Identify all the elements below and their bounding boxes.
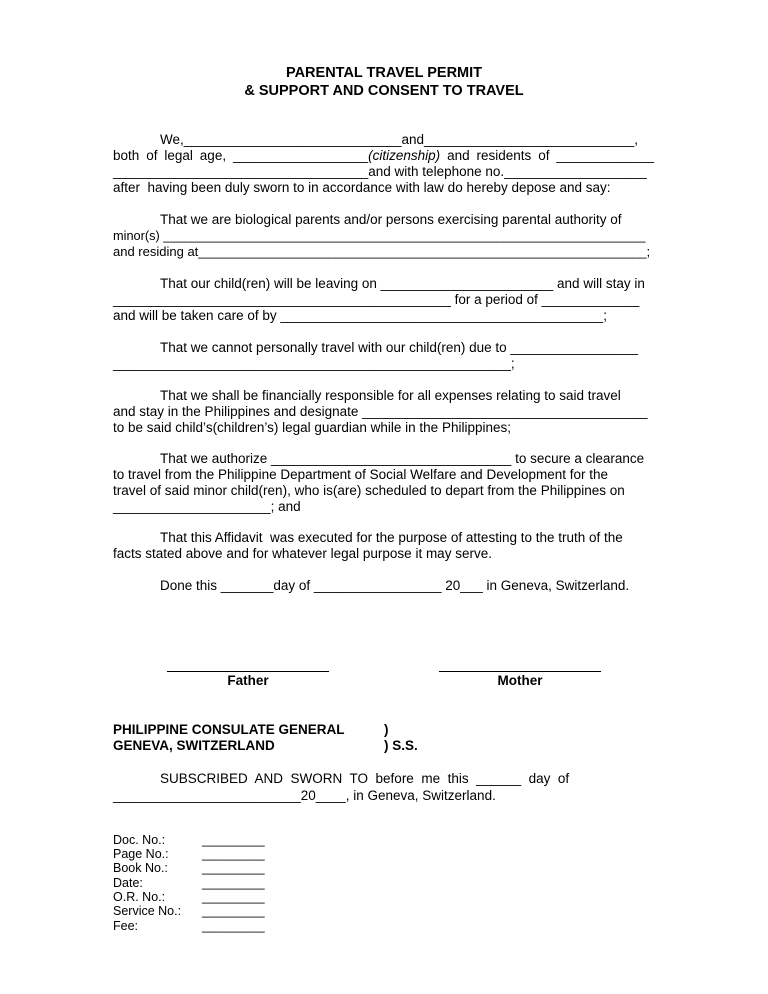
notary-label: O.R. No.: [113,890,166,904]
p7-line-2: facts stated above and for whatever legal purpose it may serve. [113,546,492,561]
p5-line-1: That we shall be financially responsible for all expenses relating to said travel [160,388,621,403]
notary-blank: _________ [202,890,265,904]
consulate-paren-1: ) [384,722,389,737]
jurat-line-1: SUBSCRIBED AND SWORN TO before me this ______ day of [160,771,570,786]
p2-line-3: and residing at______________________________________________________________; [113,244,651,259]
p2-line-1: That we are biological parents and/or persons exercising parental authority of [160,212,622,227]
p5-line-2: and stay in the Philippines and designate ______________________________________ [113,404,648,419]
p2-line-2: minor(s) ____________________________________________________________________ [113,228,646,243]
p6-line-4: _____________________; and [113,499,301,514]
p3-line-2: _____________________________________________ for a period of _____________ [113,292,640,307]
p1-line-2: both of legal age, __________________(citizenship) and residents of _____________ [113,148,654,163]
jurat-line-2: _________________________20____, in Geneva, Switzerland. [113,788,496,803]
consulate-ss: ) S.S. [384,738,418,753]
p3-line-1: That our child(ren) will be leaving on _______________________ and will stay in [160,276,645,291]
mother-label: Mother [497,673,543,688]
notary-blank: _________ [202,847,265,861]
p6-line-2: to travel from the Philippine Department of Social Welfare and Development for the [113,467,609,482]
notary-blank: _________ [202,833,265,847]
father-label: Father [227,673,269,688]
p5-line-3: to be said child’s(children’s) legal guardian while in the Philippines; [113,420,511,435]
notary-blank: _________ [202,904,265,918]
p1-line-1: We,_____________________________and____________________________, [160,132,638,147]
notary-label: Date: [113,876,143,890]
father-signature-line [167,671,329,672]
notary-blank: _________ [202,876,265,890]
notary-label: Page No.: [113,847,169,861]
notary-label: Doc. No.: [113,833,166,847]
p6-line-1: That we authorize ________________________________ to secure a clearance [160,451,645,466]
p3-line-3: and will be taken care of by ___________________________________________; [113,308,607,323]
p7-line-1: That this Affidavit was executed for the purpose of attesting to the truth of the [160,530,623,545]
consulate-line-1: PHILIPPINE CONSULATE GENERAL [113,722,345,737]
notary-blank: _________ [202,861,265,875]
document-title-line-2: & SUPPORT AND CONSENT TO TRAVEL [244,83,524,99]
mother-signature-line [439,671,601,672]
consulate-line-2: GENEVA, SWITZERLAND [113,738,275,753]
p6-line-3: travel of said minor child(ren), who is(are) scheduled to depart from the Philippines on [113,483,625,498]
citizenship-label: (citizenship) [368,148,441,163]
done-line: Done this _______day of _________________ 20___ in Geneva, Switzerland. [160,578,630,593]
notary-blank: _________ [202,919,265,933]
notary-label: Fee: [113,919,139,933]
notary-label: Book No.: [113,861,168,875]
p4-line-1: That we cannot personally travel with our child(ren) due to _________________ [160,340,639,355]
notary-label: Service No.: [113,904,182,918]
p4-line-2: _____________________________________________________; [113,356,515,371]
document-title-line-1: PARENTAL TRAVEL PERMIT [285,65,483,81]
p1-line-4: after having been duly sworn to in accordance with law do hereby depose and say: [113,180,611,195]
p1-line-3: __________________________________and with telephone no.___________________ [113,164,647,179]
